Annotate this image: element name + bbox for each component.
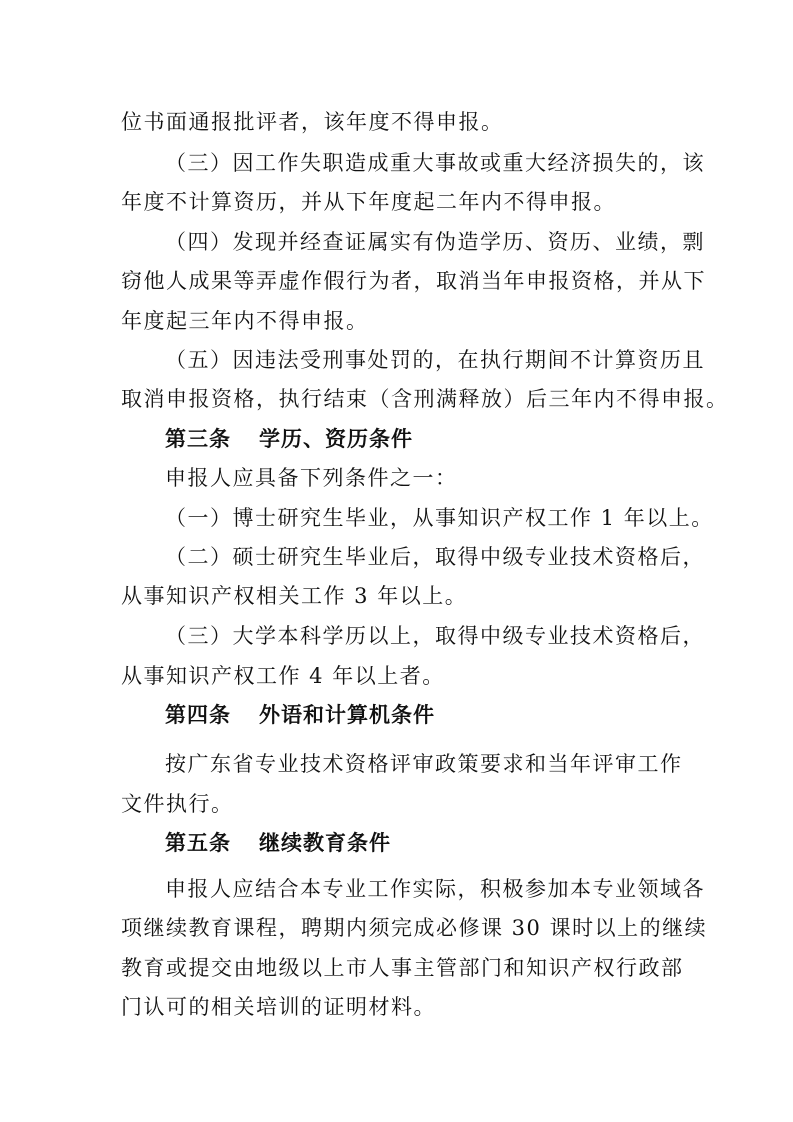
article-3-number: 第三条 xyxy=(165,426,231,451)
paragraph-line: 年度起三年内不得申报。 xyxy=(121,309,369,333)
article-4-heading xyxy=(165,700,435,730)
article-5-body: 申报人应结合本专业工作实际，积极参加本专业领域各 xyxy=(165,877,705,901)
article-4-body: 按广东省专业技术资格评审政策要求和当年评审工作 xyxy=(165,752,683,776)
paragraph-line: （三）因工作失职造成重大事故或重大经济损失的，该 xyxy=(165,151,705,175)
article-5-title: 继续教育条件 xyxy=(259,830,391,855)
article-3-item-3: （三）大学本科学历以上，取得中级专业技术资格后， xyxy=(165,624,705,648)
article-5-body-cont: 教育或提交由地级以上市人事主管部门和知识产权行政部 xyxy=(121,956,684,980)
article-3-title: 学历、资历条件 xyxy=(259,426,413,451)
article-4-number: 第四条 xyxy=(165,702,231,727)
paragraph-line: （四）发现并经查证属实有伪造学历、资历、业绩，剽 xyxy=(165,230,705,254)
paragraph-line: 年度不计算资历，并从下年度起二年内不得申报。 xyxy=(121,190,616,214)
article-5-number: 第五条 xyxy=(165,830,231,855)
paragraph-line: 窃他人成果等弄虚作假行为者，取消当年申报资格，并从下 xyxy=(121,269,706,293)
paragraph-line: 取消申报资格，执行结束（含刑满释放）后三年内不得申报。 xyxy=(121,387,729,411)
article-5-body-cont: 门认可的相关培训的证明材料。 xyxy=(121,995,436,1019)
paragraph-line: 位书面通报批评者，该年度不得申报。 xyxy=(121,110,504,134)
article-3-heading xyxy=(165,424,413,454)
article-3-item-2-cont: 从事知识产权相关工作 3 年以上。 xyxy=(121,584,468,608)
paragraph-line: （五）因违法受刑事处罚的，在执行期间不计算资历且 xyxy=(165,348,705,372)
article-3-item-3-cont: 从事知识产权工作 4 年以上者。 xyxy=(121,664,445,688)
article-3-item-2: （二）硕士研究生毕业后，取得中级专业技术资格后， xyxy=(165,545,705,569)
article-4-title: 外语和计算机条件 xyxy=(259,702,435,727)
article-5-heading xyxy=(165,828,391,858)
article-3-intro: 申报人应具备下列条件之一： xyxy=(165,466,458,490)
article-3-item-1: （一）博士研究生毕业，从事知识产权工作 1 年以上。 xyxy=(165,506,714,530)
article-4-body-cont: 文件执行。 xyxy=(121,792,234,816)
article-5-body-cont: 项继续教育课程，聘期内须完成必修课 30 课时以上的继续 xyxy=(121,916,708,940)
